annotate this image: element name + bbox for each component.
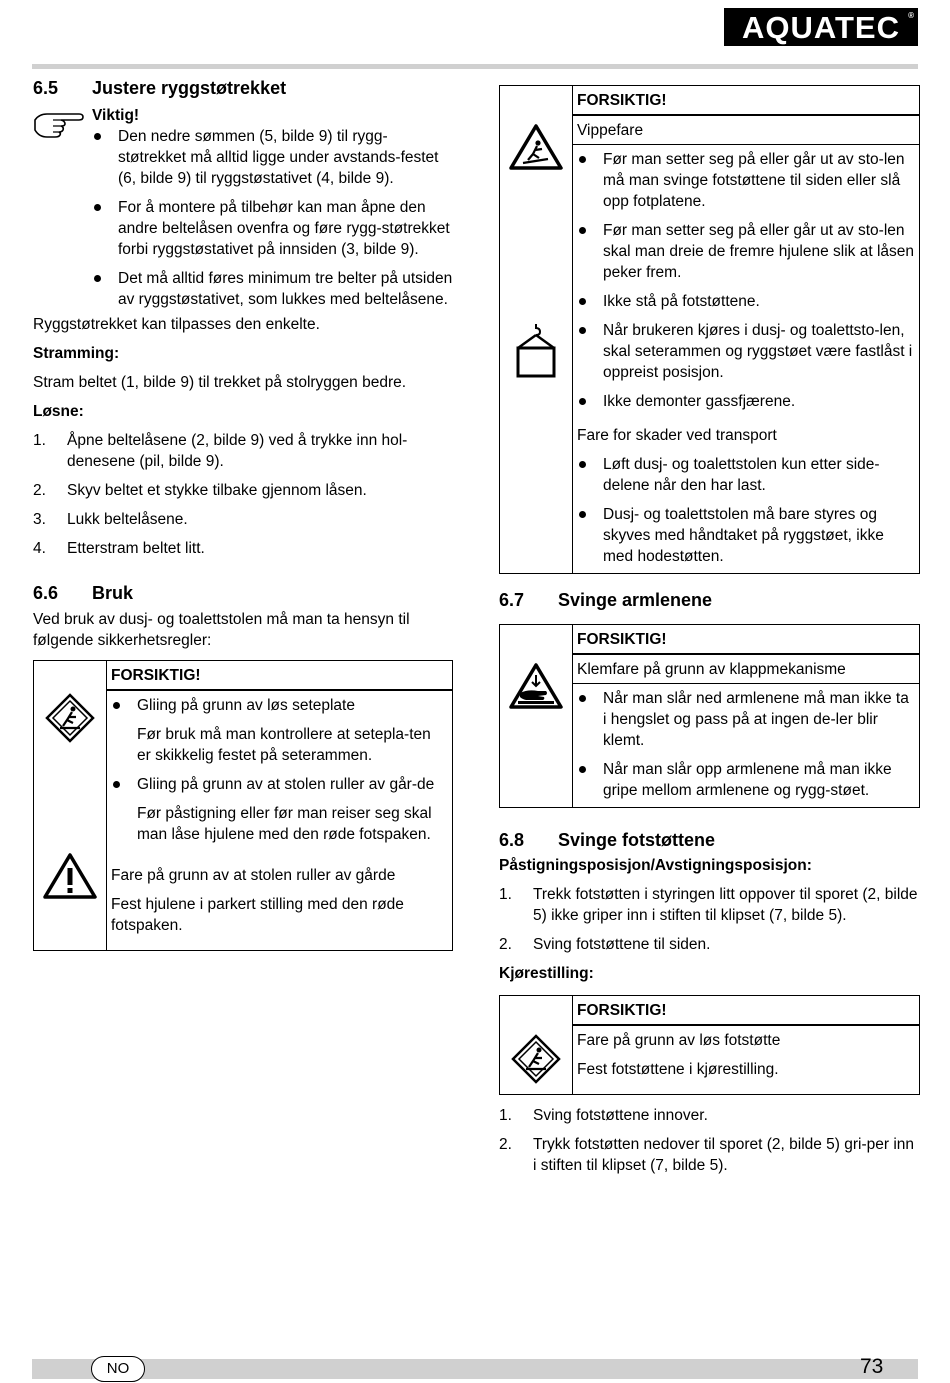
list-item: Når man slår ned armlenene må man ikke ta i hengslet og pass på at ingen de-ler blir klemt.: [577, 688, 915, 751]
list-item: [33, 430, 453, 472]
section-6-6-heading: [33, 581, 453, 605]
warning-heading: FORSIKTIG!: [573, 996, 919, 1025]
right-column: [499, 85, 920, 1184]
registered-mark: ®: [908, 11, 915, 20]
caution-box-tipping: [499, 85, 920, 574]
section-title: Svinge fotstøttene: [558, 830, 716, 850]
warning-triangle-icon: [42, 851, 98, 901]
step-number: 3.: [33, 511, 46, 528]
warning-header: [573, 996, 920, 1026]
step-text: Skyv beltet et stykke tilbake gjennom låsen.: [67, 482, 367, 499]
warning-bullets: [111, 774, 448, 795]
step-text: Sving fotstøttene til siden.: [533, 936, 711, 953]
step-number: 1.: [499, 886, 512, 903]
section-number: 6.6: [33, 583, 59, 603]
paragraph: Ved bruk av dusj- og toalettstolen må man ta hensyn til følgende sikkerhetsregler:: [33, 611, 410, 649]
list-item: [33, 480, 453, 501]
warning-text: Fest hjulene i parkert stilling med den røde fotspaken.: [111, 896, 404, 934]
step-text: Lukk beltelåsene.: [67, 511, 188, 528]
note-bullets: [92, 126, 453, 310]
step-number: 2.: [499, 936, 512, 953]
warning-bullets: [577, 454, 915, 567]
caution-box-armrest: [499, 624, 920, 808]
warning-body: [107, 691, 453, 951]
warning-header: [573, 86, 920, 116]
list-item: [499, 884, 920, 926]
step-number: 1.: [33, 432, 46, 449]
warning-subtext: Før bruk må man kontrollere at setepla-ten er skikkelig festet på seterammen.: [137, 726, 431, 764]
warning-subheader: [573, 655, 920, 684]
lifting-load-icon: [514, 322, 558, 380]
step-number: 4.: [33, 540, 46, 557]
section-number: 6.8: [499, 830, 525, 850]
paragraph: Ryggstøtrekket kan tilpasses den enkelte.: [33, 316, 320, 333]
note-heading: Viktig!: [92, 107, 140, 124]
page-number: 73: [860, 1355, 884, 1378]
warning-bullets: [577, 149, 915, 412]
icon-cell: [500, 86, 573, 574]
driving-steps: [499, 1105, 920, 1176]
warning-bullets: [577, 688, 915, 801]
list-item: [33, 509, 453, 530]
language-badge: NO: [91, 1356, 145, 1382]
warning-bullets: [111, 695, 448, 716]
step-number: 1.: [499, 1107, 512, 1124]
warning-subheading: Klemfare på grunn av klappmekanisme: [577, 661, 846, 678]
driving-position-label: Kjørestilling:: [499, 965, 594, 982]
list-item: [499, 1105, 920, 1126]
caution-box-use: [33, 660, 453, 951]
step-text: Åpne beltelåsene (2, bilde 9) ved å trykke inn hol-denesene (pil, bilde 9).: [67, 432, 408, 470]
icon-cell: [34, 661, 107, 951]
list-item: [499, 1134, 920, 1176]
list-item: Den nedre sømmen (5, bilde 9) til rygg-støtrekket må alltid ligge under avstands-festet (6, bilde 9) til ryggstøstativet (4, bilde 9).: [92, 126, 453, 189]
important-note: [33, 105, 453, 310]
icon-cell: [500, 996, 573, 1095]
stramming-label: Stramming:: [33, 345, 120, 362]
section-title: Svinge armlenene: [558, 590, 713, 610]
warning-text: Fare på grunn av at stolen ruller av gårde: [111, 867, 396, 884]
list-item: Når brukeren kjøres i dusj- og toalettsto-len, skal seterammen og ryggstøet være fastlåst i oppreist posisjon.: [577, 320, 915, 383]
list-item: Ikke demonter gassfjærene.: [577, 391, 915, 412]
list-item: Løft dusj- og toalettstolen kun etter side-delene når den har last.: [577, 454, 915, 496]
step-text: Etterstram beltet litt.: [67, 540, 205, 557]
list-item: [499, 934, 920, 955]
section-number: 6.5: [33, 78, 59, 98]
hand-crush-icon: [508, 661, 564, 711]
header-rule: [32, 64, 918, 69]
warning-heading: FORSIKTIG!: [573, 86, 919, 115]
list-item: Det må alltid føres minimum tre belter på utsiden av ryggstøstativet, som lukkes med beltelåsene.: [92, 268, 453, 310]
losne-label: Løsne:: [33, 403, 84, 420]
section-title: Bruk: [92, 583, 134, 603]
caution-box-footrest: [499, 995, 920, 1095]
list-item: For å montere på tilbehør kan man åpne den andre beltelåsen ovenfra og føre rygg-støtrekket forbi ryggstøstativet på innsiden (3, bilde 9).: [92, 197, 453, 260]
section-6-5-heading: [33, 76, 453, 100]
step-text: Trykk fotstøtten nedover til sporet (2, bilde 5) gri-per inn i stiften til klipset (7, bilde 5).: [533, 1136, 915, 1174]
warning-body: [573, 1026, 920, 1095]
list-item: Når man slår opp armlenene må man ikke gripe mellom armlenene og rygg-støet.: [577, 759, 915, 801]
tipping-hazard-icon: [508, 122, 564, 172]
warning-body: [573, 145, 920, 574]
losne-steps: [33, 430, 453, 559]
warning-header: [573, 625, 920, 655]
warning-header: [107, 661, 453, 691]
list-item: Gliing på grunn av at stolen ruller av går-de: [111, 774, 448, 795]
step-text: Sving fotstøttene innover.: [533, 1107, 708, 1124]
position-label: Påstigningsposisjon/Avstigningsposisjon:: [499, 857, 812, 874]
section-6-7-heading: [499, 588, 920, 612]
warning-heading: FORSIKTIG!: [107, 661, 452, 690]
warning-text: Fare for skader ved transport: [577, 427, 777, 444]
section-6-8-heading: [499, 828, 920, 852]
icon-cell: [500, 625, 573, 808]
section-title: Justere ryggstøtrekket: [92, 78, 287, 98]
paragraph: Stram beltet (1, bilde 9) til trekket på stolryggen bedre.: [33, 374, 407, 391]
warning-text: Fest fotstøttene i kjørestilling.: [577, 1061, 779, 1078]
warning-subheading: Fare på grunn av løs fotstøtte: [577, 1032, 781, 1049]
section-number: 6.7: [499, 590, 525, 610]
list-item: Før man setter seg på eller går ut av sto-len skal man dreie de fremre hjulene slik at låsen peker frem.: [577, 220, 915, 283]
warning-heading: FORSIKTIG!: [573, 625, 919, 654]
list-item: Dusj- og toalettstolen må bare styres og skyves med håndtaket på ryggstøet, ikke med hodestøtten.: [577, 504, 915, 567]
slip-hazard-icon: [511, 1034, 561, 1084]
footer-bar: [32, 1359, 918, 1379]
step-text: Trekk fotstøtten i styringen litt oppover til sporet (2, bilde 5) ikke griper inn i stiften til klipset (7, bilde 5).: [533, 886, 918, 924]
list-item: Før man setter seg på eller går ut av sto-len må man svinge fotstøttene til siden eller slå opp fotplatene.: [577, 149, 915, 212]
warning-subheader: [573, 116, 920, 145]
pointing-hand-icon: [33, 108, 85, 138]
brand-name: AQUATEC: [742, 10, 900, 45]
left-column: [33, 76, 453, 951]
warning-subheading: Vippefare: [577, 122, 644, 139]
warning-body: [573, 684, 920, 808]
warning-subtext: Før påstigning eller før man reiser seg skal man låse hjulene med den røde fotspaken.: [137, 805, 432, 843]
step-number: 2.: [499, 1136, 512, 1153]
list-item: [33, 538, 453, 559]
boarding-steps: [499, 884, 920, 955]
step-number: 2.: [33, 482, 46, 499]
list-item: Ikke stå på fotstøttene.: [577, 291, 915, 312]
list-item: Gliing på grunn av løs seteplate: [111, 695, 448, 716]
brand-logo: [724, 8, 918, 46]
slip-hazard-icon: [45, 693, 95, 743]
